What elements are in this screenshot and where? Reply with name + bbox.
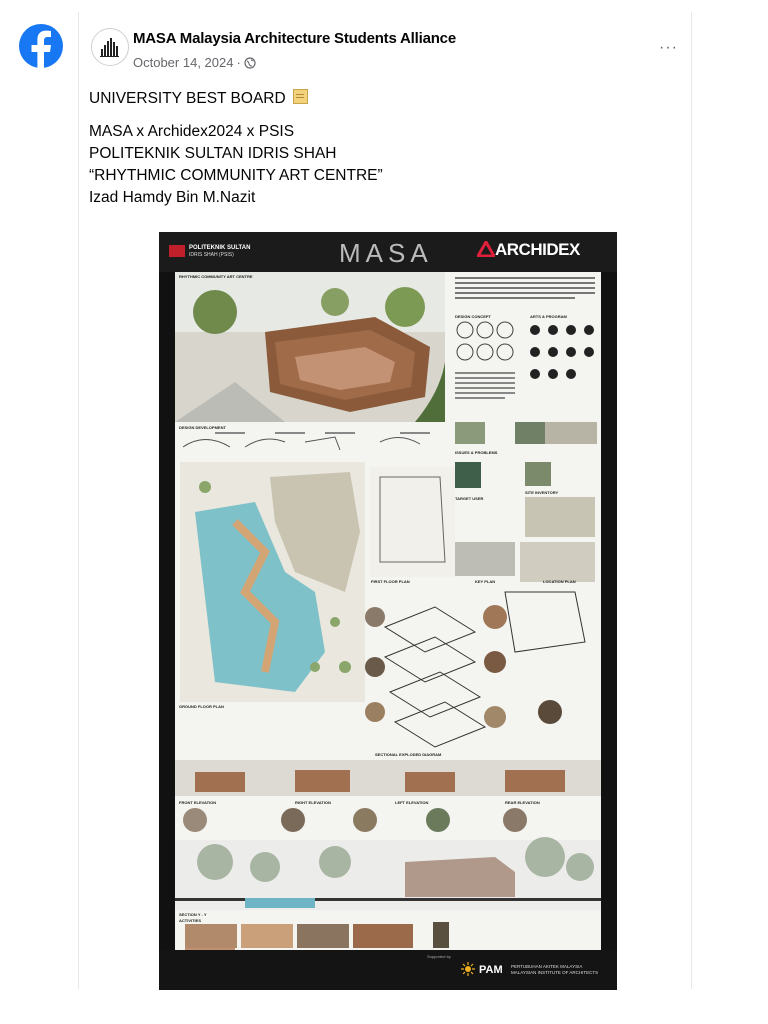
board-politeknik-sub: IDRIS SHAH (PSIS) — [189, 252, 234, 258]
meta-separator: · — [236, 55, 241, 70]
archidex-logo-icon — [477, 241, 495, 257]
post-line-5: Izad Hamdy Bin M.Nazit — [89, 189, 256, 206]
board-pam-text: PERTUBUHAN AKITEK MALAYSIA MALAYSIAN INSTITUTE OF ARCHITECTS — [511, 964, 599, 975]
board-masa-logo: MASA — [339, 238, 433, 268]
post-card — [78, 12, 692, 989]
facebook-logo-icon[interactable] — [19, 16, 63, 76]
post-line-1: UNIVERSITY BEST BOARD — [89, 88, 383, 110]
post-line-2: MASA x Archidex2024 x PSIS — [89, 123, 295, 140]
post-date[interactable]: October 14, 2024 — [133, 55, 234, 70]
board-illustration — [175, 272, 601, 950]
label-site-inventory: SITE INVENTORY — [525, 490, 559, 495]
label-ground-floor-plan: GROUND FLOOR PLAN — [179, 704, 224, 709]
label-left-elevation: LEFT ELEVATION — [395, 800, 429, 805]
board-footer — [159, 950, 617, 990]
memo-emoji-icon — [293, 89, 308, 104]
politeknik-logo-icon — [169, 245, 185, 257]
label-first-floor-plan: FIRST FLOOR PLAN — [371, 579, 410, 584]
board-pam: PAM — [479, 964, 503, 976]
label-right-elevation: RIGHT ELEVATION — [295, 800, 331, 805]
label-rear-elevation: REAR ELEVATION — [505, 800, 540, 805]
architecture-board — [159, 232, 617, 990]
board-title: RHYTHMIC COMMUNITY ART CENTRE — [179, 274, 253, 279]
label-arts-program: ARTS & PROGRAM — [530, 314, 567, 319]
label-key-plan: KEY PLAN — [475, 579, 496, 584]
label-design-development: DESIGN DEVELOPMENT — [179, 425, 226, 430]
board-content — [175, 272, 601, 950]
globe-icon[interactable] — [244, 57, 256, 69]
label-location-plan: LOCATION PLAN — [543, 579, 576, 584]
pam-sun-icon — [461, 962, 475, 976]
post-line-4: “RHYTHMIC COMMUNITY ART CENTRE” — [89, 167, 383, 184]
page-name-link[interactable]: MASA Malaysia Architecture Students Alliance — [133, 30, 456, 47]
board-header — [159, 232, 617, 272]
post-text — [89, 88, 383, 209]
post-line-3: POLITEKNIK SULTAN IDRIS SHAH — [89, 145, 337, 162]
board-supported-by: Supported by — [427, 954, 451, 959]
post-meta — [133, 55, 256, 70]
label-design-concept: DESIGN CONCEPT — [455, 314, 492, 319]
label-section: SECTION Y - Y — [179, 912, 207, 917]
post-image[interactable] — [79, 228, 691, 990]
label-activities: ACTIVITIES — [179, 918, 202, 923]
masa-logo-icon — [92, 29, 128, 65]
label-issues: ISSUES & PROBLEMS — [455, 450, 498, 455]
page-avatar[interactable] — [91, 28, 129, 66]
label-sectional-exploded: SECTIONAL EXPLODED DIAGRAM — [375, 752, 442, 757]
label-target-user: TARGET USER — [455, 496, 484, 501]
board-archidex-logo: ARCHIDEX — [495, 240, 580, 259]
label-front-elevation: FRONT ELEVATION — [179, 800, 217, 805]
board-politeknik: POLITEKNIK SULTAN — [189, 245, 251, 251]
more-options-button[interactable]: ··· — [659, 39, 678, 56]
